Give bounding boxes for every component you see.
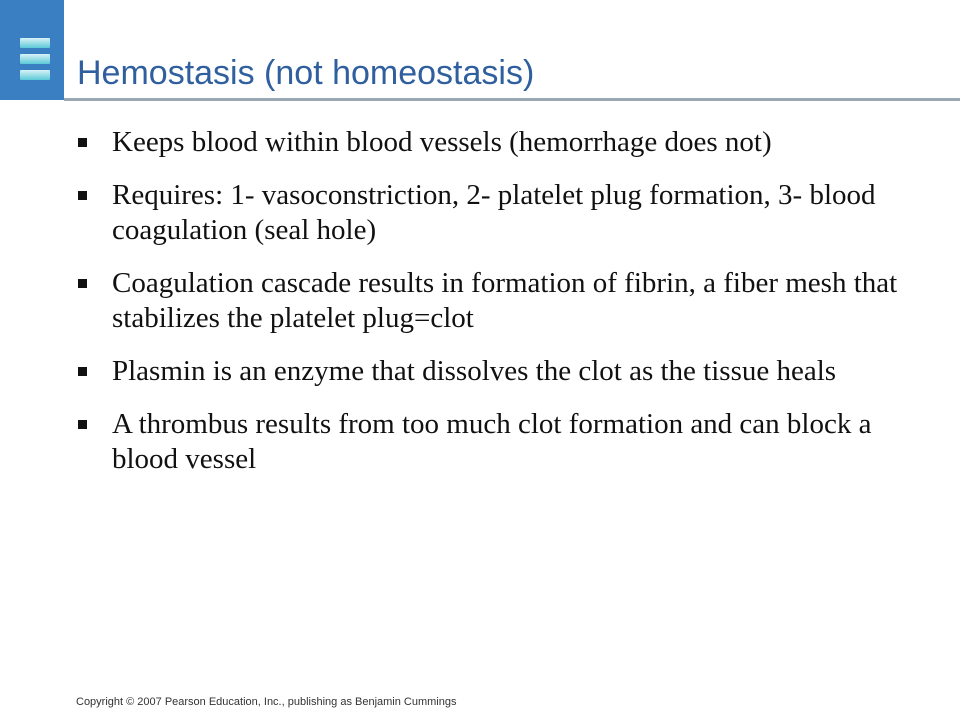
bullet-text: Coagulation cascade results in formation of fibrin, a fiber mesh that stabilizes the platelet plug=clot <box>112 267 898 334</box>
bullet-text: A thrombus results from too much clot formation and can block a blood vessel <box>112 408 872 475</box>
bullet-item <box>78 178 918 248</box>
bullet-item <box>78 125 918 160</box>
square-bullet-icon <box>78 420 87 429</box>
square-bullet-icon <box>78 367 87 376</box>
bullet-item <box>78 266 918 336</box>
stacked-bars-logo-icon <box>20 38 50 86</box>
bullet-text: Requires: 1- vasoconstriction, 2- platelet plug formation, 3- blood coagulation (seal hole) <box>112 179 876 246</box>
copyright-footer: Copyright © 2007 Pearson Education, Inc., publishing as Benjamin Cummings <box>76 696 457 708</box>
bullet-text: Keeps blood within blood vessels (hemorrhage does not) <box>112 126 772 158</box>
bullet-item <box>78 407 918 477</box>
square-bullet-icon <box>78 138 87 147</box>
slide-title: Hemostasis (not homeostasis) <box>77 54 535 92</box>
bullet-item <box>78 354 918 389</box>
bullet-list <box>78 125 918 495</box>
header-divider <box>64 98 960 101</box>
square-bullet-icon <box>78 279 87 288</box>
square-bullet-icon <box>78 191 87 200</box>
bullet-text: Plasmin is an enzyme that dissolves the clot as the tissue heals <box>112 355 837 387</box>
